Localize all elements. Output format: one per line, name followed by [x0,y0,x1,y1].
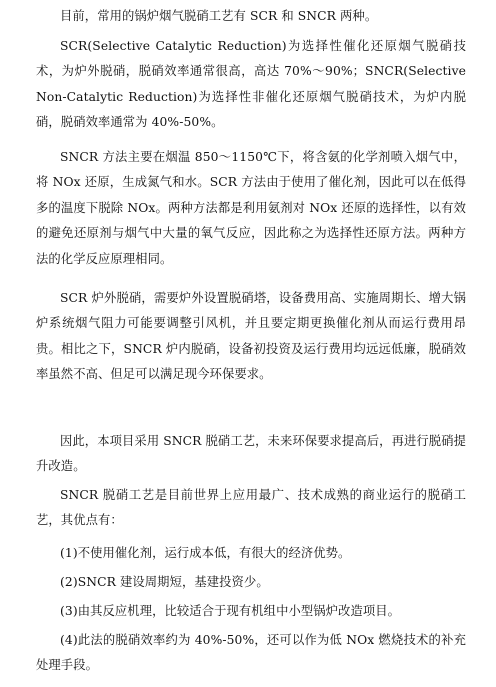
list-item-advantage-3: (3)由其反应机理，比较适合于现有机组中小型锅炉改造项目。 [60,604,401,618]
paragraph-comparison: SCR 炉外脱硝，需要炉外设置脱硝塔，设备费用高、实施周期长、增大锅炉系统烟气阻力可能要调整引风机，并且要定期更换催化剂从而运行费用昂贵。相比之下，SNCR 炉内脱硝，设备初投资及运行费用均远远低廉，脱硝效率虽然不高、但足可以满足现今环保要求。 [36,291,466,382]
paragraph-conclusion: 因此，本项目采用 SNCR 脱硝工艺，未来环保要求提高后，再进行脱硝提升改造。 [36,434,466,474]
paragraph-advantages-intro: SNCR 脱硝工艺是目前世界上应用最广、技术成熟的商业运行的脱硝工艺，其优点有： [36,488,466,528]
paragraph-sncr-method: SNCR 方法主要在烟温 850～1150℃下，将含氨的化学剂喷入烟气中，将 NOx 还原，生成氮气和水。SCR 方法由于使用了催化剂，因此可以在低得多的温度下脱除 NOx。两种方法都是利用氨剂对 NOx 还原的选择性，以有效的避免还原剂与烟气中大量的氧气反应，因此称之为选择性还原方法。两种方法的化学反应原理相同。 [36,150,466,266]
list-item-advantage-1: (1)不使用催化剂，运行成本低，有很大的经济优势。 [60,546,351,560]
paragraph-intro: 目前，常用的锅炉烟气脱硝工艺有 SCR 和 SNCR 两种。 [60,9,378,23]
paragraph-scr-definition: SCR(Selective Catalytic Reduction)为选择性催化还原烟气脱硝技术，为炉外脱硝，脱硝效率通常很高，高达 70%～90%；SNCR(Selective Non-Catalytic Reduction)为选择性非催化还原烟气脱硝技术，为炉内脱硝，脱硝效率通常为 40%-50%。 [36,39,466,130]
list-item-advantage-2: (2)SNCR 建设周期短，基建投资少。 [60,575,269,589]
list-item-advantage-4: (4)此法的脱硝效率约为 40%-50%，还可以作为低 NOx 燃烧技术的补充处理手段。 [36,633,466,673]
